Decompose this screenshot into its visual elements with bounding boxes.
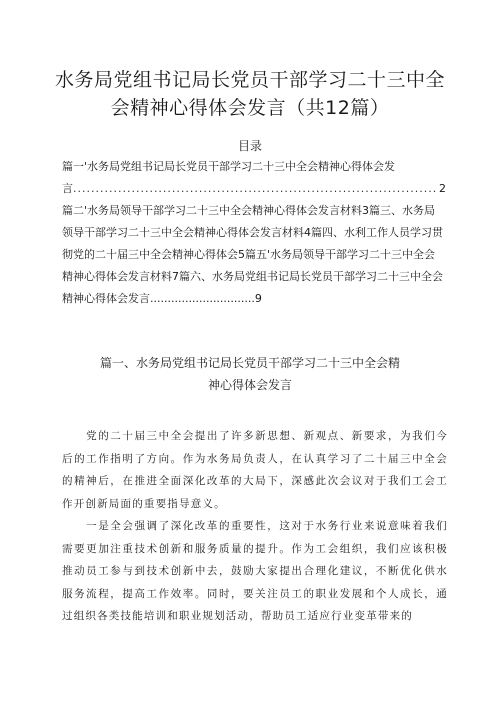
toc-entry-1-page: 2: [439, 182, 446, 195]
toc-entries-text: 篇二'水务局领导干部学习二十三中全会精神心得体会发言材料3篇三、水务局领导干部学习二十三中全会精神心得体会发言材料4篇四、水利工作人员学习贯彻党的二十届三中全会精神心得体会5篇五'水务局领导干部学习二十三中全会精神心得体会发言材料7篇六、水务局党组书记局长党员干部学习二十三中全会精神心得体会发言: [62, 204, 443, 305]
paragraph: 党的二十届三中全会提出了许多新思想、新观点、新要求，为我们今后的工作指明了方向。作为水务局负责人，在认真学习了二十届三中全会的精神后，在推进全面深化改革的大局下，深感此次会议对于我们工会工作开创新局面的重要指导意义。: [62, 430, 448, 510]
section-heading: [70, 352, 430, 396]
paragraph: 一是全会强调了深化改革的重要性，这对于水务行业来说意味着我们需要更加注重技术创新和服务质量的提升。作为工会组织，我们应该积极推动员工参与到技术创新中去，鼓励大家提出合理化建议，不断优化供水服务流程，提高工作效率。同时，要关注员工的职业发展和个人成长，通过组织各类技能培训和职业规划活动，帮助员工适应行业变革带来的: [62, 520, 448, 622]
document-title: [40, 66, 460, 122]
document-title-line-2: 会精神心得体会发言（共12篇）: [110, 97, 390, 119]
section-heading-line-1: 篇一、水务局党组书记局长党员干部学习二十三中全会精: [99, 356, 400, 370]
toc-leader-dots-last: ..............................: [150, 292, 255, 305]
toc-entry-1-line-2[interactable]: [62, 178, 446, 200]
toc-leader-dots: [73, 178, 437, 200]
document-title-line-1: 水务局党组书记局长党员干部学习二十三中全: [54, 69, 445, 91]
toc-heading: 目录: [237, 139, 262, 153]
table-of-contents: [62, 156, 446, 310]
toc-entry-last-page: 9: [254, 292, 262, 305]
toc-entry-1-text-end: 言: [62, 182, 73, 195]
toc-entry-1-line-1[interactable]: [62, 156, 446, 178]
section-heading-line-2: 神心得体会发言: [207, 378, 292, 392]
toc-entry-1-text: 篇一'水务局党组书记局长党员干部学习二十三中全会精神心得体会发: [62, 160, 396, 173]
body-text: [62, 425, 448, 628]
toc-entries-2-to-6[interactable]: [62, 200, 446, 310]
